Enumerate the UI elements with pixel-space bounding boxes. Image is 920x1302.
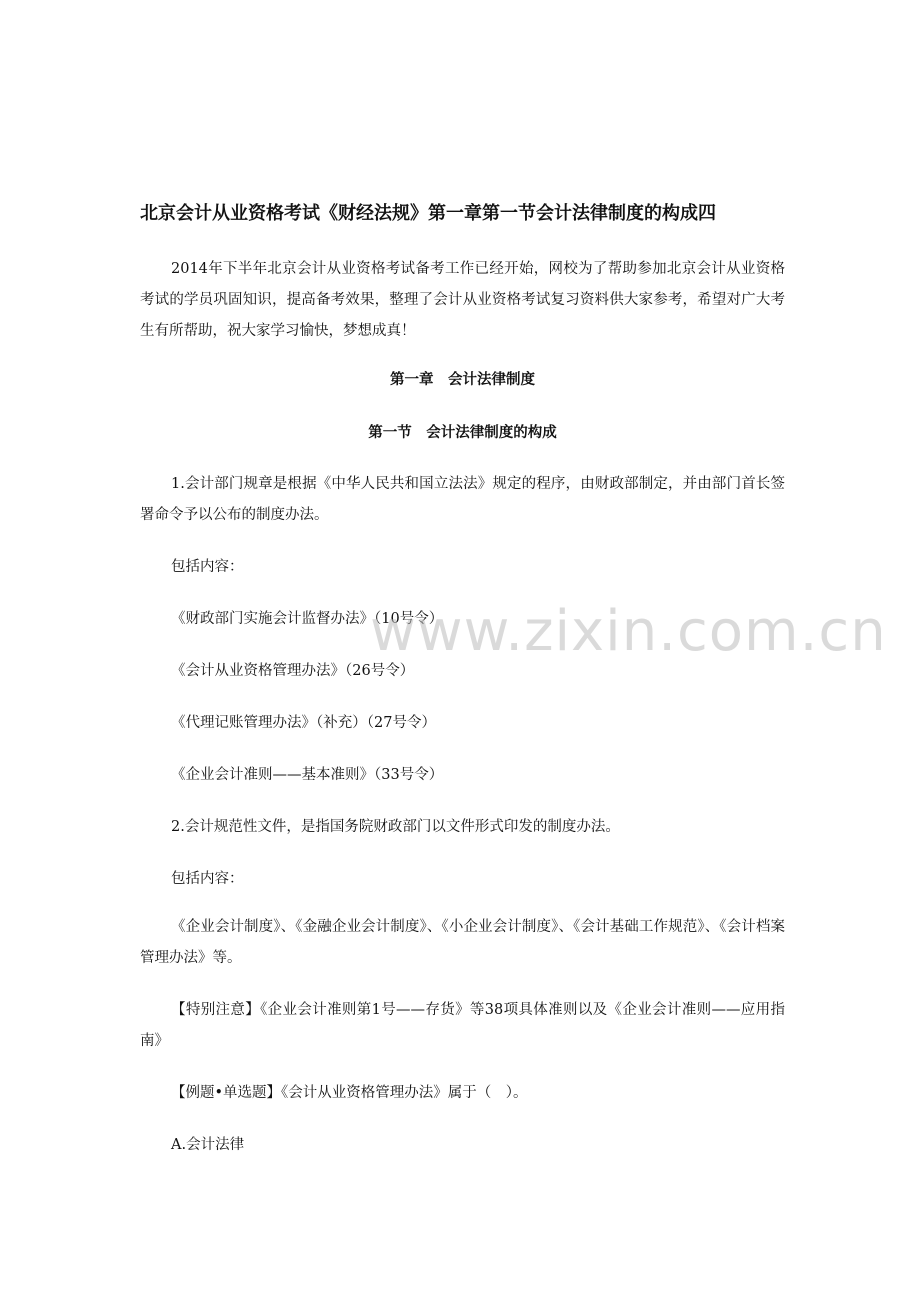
list-item: 《企业会计准则——基本准则》（33号令） (171, 767, 444, 783)
list-item: 《财政部门实施会计监督办法》（10号令） (171, 611, 444, 627)
chapter-heading: 第一章 会计法律制度 (390, 372, 535, 388)
special-note-paragraph: 【特别注意】《企业会计准则第1号——存货》等38项具体准则以及《企业会计准则——应用指南》 (140, 1002, 785, 1049)
list-item: 《会计从业资格管理办法》（26号令） (171, 663, 415, 679)
includes-label: 包括内容： (171, 871, 244, 887)
document-title: 北京会计从业资格考试《财经法规》第一章第一节会计法律制度的构成四 (140, 203, 716, 224)
list-2-paragraph: 《企业会计制度》、《金融企业会计制度》、《小企业会计制度》、《会计基础工作规范》、《会计档案管理办法》等。 (140, 919, 785, 966)
item-2-paragraph: 2.会计规范性文件，是指国务院财政部门以文件形式印发的制度办法。 (171, 819, 620, 835)
section-heading: 第一节 会计法律制度的构成 (368, 425, 557, 441)
example-question: 【例题•单选题】《会计从业资格管理办法》属于（ ）。 (171, 1085, 528, 1101)
list-item: 《代理记账管理办法》（补充）（27号令） (171, 715, 436, 731)
option-a: A.会计法律 (171, 1137, 245, 1153)
item-1-paragraph: 1.会计部门规章是根据《中华人民共和国立法法》规定的程序，由财政部制定，并由部门首长签署命令予以公布的制度办法。 (140, 476, 785, 523)
includes-label: 包括内容： (171, 559, 244, 575)
watermark-text: www.zixin.com.cn (370, 599, 887, 664)
intro-paragraph: 2014年下半年北京会计从业资格考试备考工作已经开始，网校为了帮助参加北京会计从业资格考试的学员巩固知识，提高备考效果，整理了会计从业资格考试复习资料供大家参考，希望对广大考生有所帮助，祝大家学习愉快，梦想成真！ (140, 261, 785, 339)
